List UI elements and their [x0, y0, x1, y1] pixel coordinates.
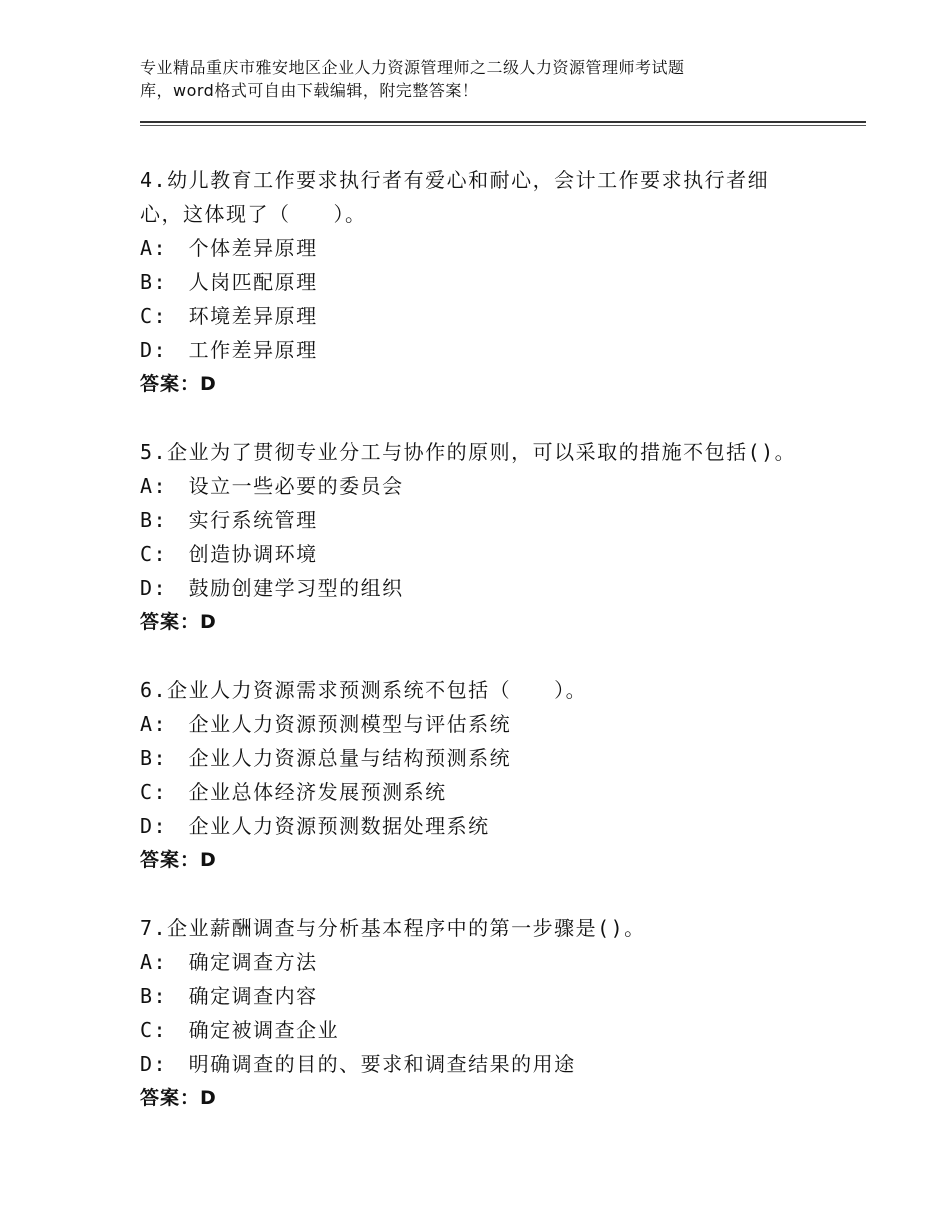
question-text: 4.幼儿教育工作要求执行者有爱心和耐心，会计工作要求执行者细: [140, 168, 770, 192]
answer-label: 答案：D: [140, 611, 217, 633]
option-b: B: 确定调查内容: [140, 984, 318, 1008]
option-a: A: 个体差异原理: [140, 236, 318, 260]
option-a: A: 企业人力资源预测模型与评估系统: [140, 712, 512, 736]
header-title-line-2: 库，word格式可自由下载编辑，附完整答案！: [140, 81, 479, 100]
answer-label: 答案：D: [140, 849, 217, 871]
question-text: 心，这体现了（ ）。: [140, 202, 367, 226]
option-b: B: 实行系统管理: [140, 508, 318, 532]
question-text: 6.企业人力资源需求预测系统不包括（ ）。: [140, 678, 588, 702]
option-d: D: 工作差异原理: [140, 338, 318, 362]
answer-label: 答案：D: [140, 1087, 217, 1109]
option-c: C: 创造协调环境: [140, 542, 318, 566]
option-b: B: 企业人力资源总量与结构预测系统: [140, 746, 512, 770]
document-header: [140, 56, 820, 102]
question-list: [140, 163, 840, 1149]
option-a: A: 确定调查方法: [140, 950, 318, 974]
question-7: [140, 911, 840, 1115]
header-divider-thin: [140, 125, 866, 126]
option-c: C: 企业总体经济发展预测系统: [140, 780, 447, 804]
question-text: 5.企业为了贯彻专业分工与协作的原则，可以采取的措施不包括()。: [140, 440, 797, 464]
question-4: [140, 163, 840, 401]
option-b: B: 人岗匹配原理: [140, 270, 318, 294]
header-title-line-1: 专业精品重庆市雅安地区企业人力资源管理师之二级人力资源管理师考试题: [140, 58, 685, 77]
option-d: D: 明确调查的目的、要求和调查结果的用途: [140, 1052, 576, 1076]
question-5: [140, 435, 840, 639]
question-text: 7.企业薪酬调查与分析基本程序中的第一步骤是()。: [140, 916, 646, 940]
header-divider-thick: [140, 121, 866, 123]
option-c: C: 环境差异原理: [140, 304, 318, 328]
option-d: D: 企业人力资源预测数据处理系统: [140, 814, 490, 838]
question-6: [140, 673, 840, 877]
option-c: C: 确定被调查企业: [140, 1018, 340, 1042]
option-d: D: 鼓励创建学习型的组织: [140, 576, 404, 600]
answer-label: 答案：D: [140, 373, 217, 395]
option-a: A: 设立一些必要的委员会: [140, 474, 404, 498]
